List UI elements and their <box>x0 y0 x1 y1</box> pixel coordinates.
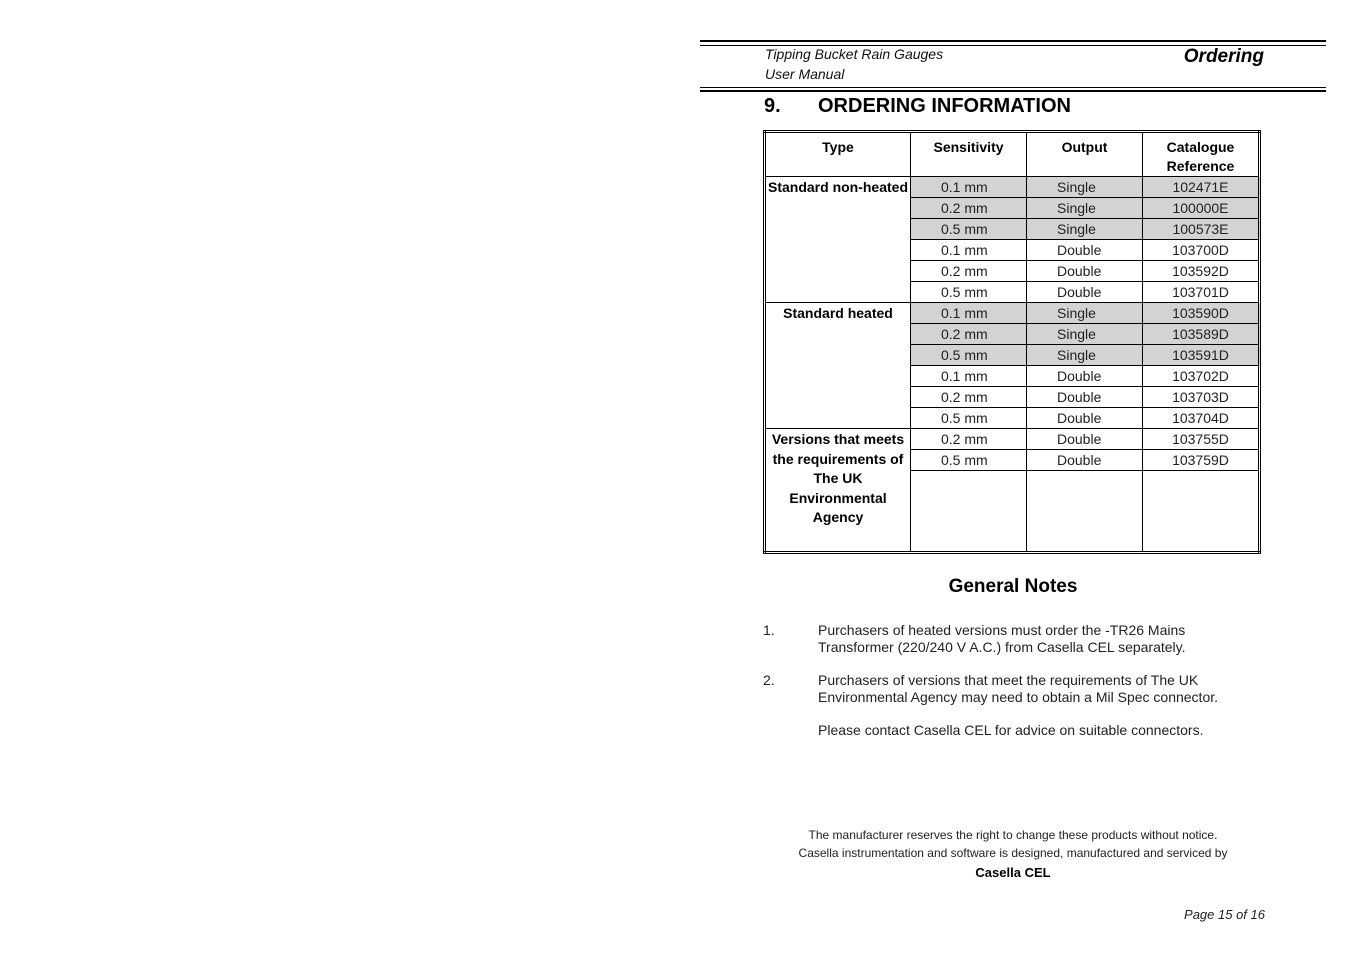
note-text: Purchasers of versions that meet the requirements of The UK Environmental Agency may need to obtain a Mil Spec connector. <box>818 672 1219 705</box>
sensitivity-cell: 0.2 mm <box>911 387 1027 408</box>
reference-cell: 103703D <box>1143 387 1260 408</box>
sensitivity-cell: 0.2 mm <box>911 198 1027 219</box>
section-label: Ordering <box>1183 46 1264 67</box>
reference-cell: 103702D <box>1143 366 1260 387</box>
type-cell: Standard non-heated <box>765 177 911 303</box>
sensitivity-cell: 0.5 mm <box>911 219 1027 240</box>
output-cell: Double <box>1027 408 1143 429</box>
footer-manufacturer: Casella instrumentation and software is designed, manufactured and serviced by <box>798 846 1228 860</box>
reference-cell: 100000E <box>1143 198 1260 219</box>
sensitivity-cell: 0.5 mm <box>911 408 1027 429</box>
output-cell: Double <box>1027 450 1143 471</box>
type-cell: Standard heated <box>765 303 911 429</box>
ordering-table <box>763 130 1261 554</box>
sensitivity-cell: 0.5 mm <box>911 345 1027 366</box>
output-cell: Single <box>1027 324 1143 345</box>
reference-cell: 103590D <box>1143 303 1260 324</box>
output-cell: Single <box>1027 345 1143 366</box>
column-header-type: Type <box>765 132 911 177</box>
reference-cell: 100573E <box>1143 219 1260 240</box>
output-cell: Single <box>1027 177 1143 198</box>
header-rule-bottom <box>700 90 1326 92</box>
output-cell: Double <box>1027 387 1143 408</box>
table-row <box>765 303 1260 324</box>
sensitivity-cell: 0.2 mm <box>911 429 1027 450</box>
section-heading-text: ORDERING INFORMATION <box>818 95 1071 117</box>
reference-cell: 103700D <box>1143 240 1260 261</box>
table-row <box>765 429 1260 450</box>
sensitivity-cell: 0.5 mm <box>911 450 1027 471</box>
reference-cell: 103589D <box>1143 324 1260 345</box>
output-cell: Double <box>1027 429 1143 450</box>
sensitivity-cell: 0.5 mm <box>911 282 1027 303</box>
empty-cell <box>1027 471 1143 553</box>
empty-cell <box>911 471 1027 553</box>
table-row <box>765 177 1260 198</box>
notes-title: General Notes <box>948 576 1078 597</box>
footer-company: Casella CEL <box>975 865 1051 880</box>
output-cell: Single <box>1027 198 1143 219</box>
footer-disclaimer: The manufacturer reserves the right to change these products without notice. <box>808 828 1218 842</box>
reference-cell: 103755D <box>1143 429 1260 450</box>
sensitivity-cell: 0.1 mm <box>911 177 1027 198</box>
output-cell: Single <box>1027 303 1143 324</box>
column-header-reference: Catalogue Reference <box>1143 132 1260 177</box>
sensitivity-cell: 0.2 mm <box>911 324 1027 345</box>
note-text: Purchasers of heated versions must order the -TR26 Mains Transformer (220/240 V A.C.) from Casella CEL separately. <box>818 622 1186 655</box>
column-header-output: Output <box>1027 132 1143 177</box>
output-cell: Double <box>1027 240 1143 261</box>
type-cell: Versions that meets the requirements of The UK Environmental Agency <box>765 429 911 553</box>
reference-cell: 103704D <box>1143 408 1260 429</box>
sensitivity-cell: 0.2 mm <box>911 261 1027 282</box>
column-header-sensitivity: Sensitivity <box>911 132 1027 177</box>
section-number: 9. <box>764 95 781 117</box>
output-cell: Double <box>1027 282 1143 303</box>
reference-cell: 102471E <box>1143 177 1260 198</box>
document-subtitle: User Manual <box>765 66 845 82</box>
section-heading <box>764 95 1071 118</box>
reference-cell: 103591D <box>1143 345 1260 366</box>
empty-cell <box>1143 471 1260 553</box>
header-rule-bottom-thin <box>700 87 1326 88</box>
page-number: Page 15 of 16 <box>1184 907 1265 922</box>
contact-text: Please contact Casella CEL for advice on suitable connectors. <box>818 722 1204 738</box>
table-body <box>765 177 1260 553</box>
reference-cell: 103592D <box>1143 261 1260 282</box>
reference-cell: 103759D <box>1143 450 1260 471</box>
document-title: Tipping Bucket Rain Gauges <box>765 46 944 62</box>
output-cell: Double <box>1027 366 1143 387</box>
header-rule-top <box>700 40 1326 42</box>
table-header-row <box>765 132 1260 177</box>
sensitivity-cell: 0.1 mm <box>911 240 1027 261</box>
output-cell: Single <box>1027 219 1143 240</box>
reference-cell: 103701D <box>1143 282 1260 303</box>
sensitivity-cell: 0.1 mm <box>911 366 1027 387</box>
sensitivity-cell: 0.1 mm <box>911 303 1027 324</box>
output-cell: Double <box>1027 261 1143 282</box>
note-number: 2. <box>763 672 775 688</box>
note-number: 1. <box>763 622 775 638</box>
